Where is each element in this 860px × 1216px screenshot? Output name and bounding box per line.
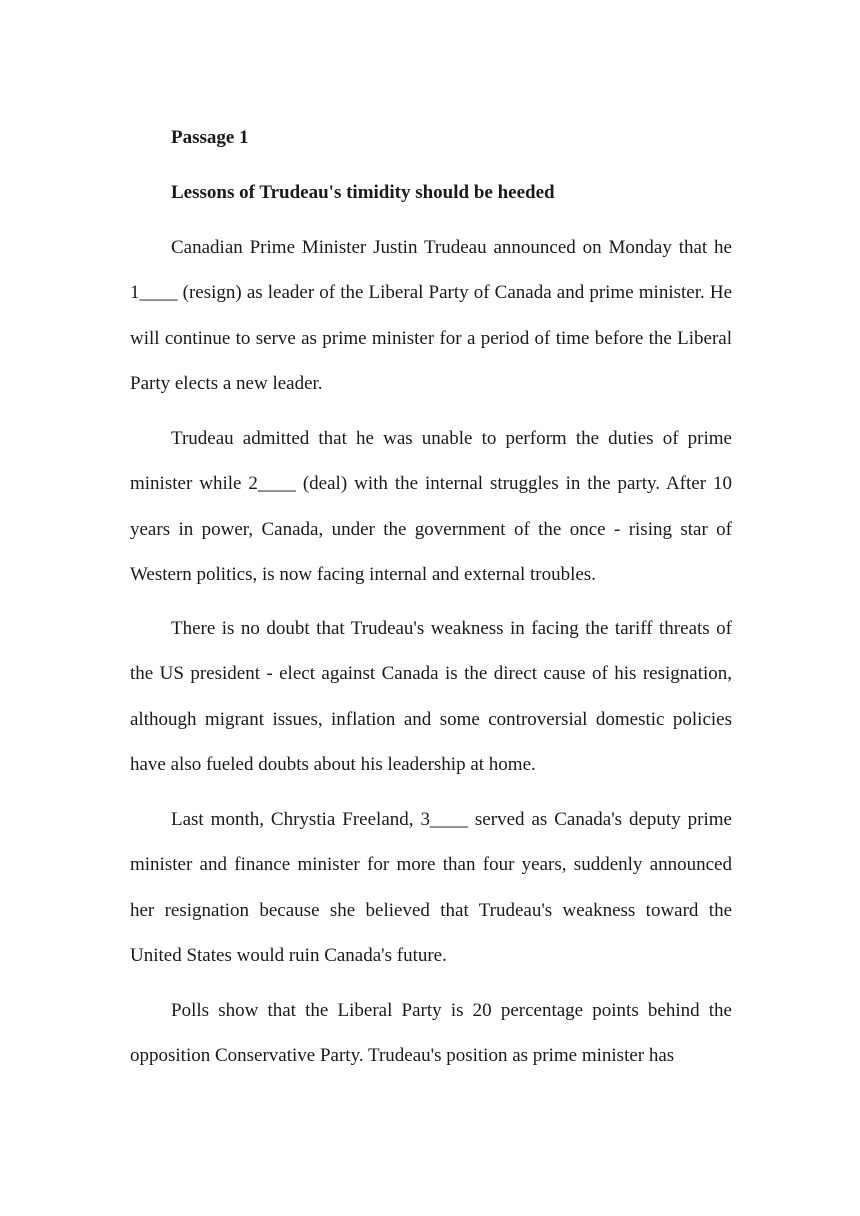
article-title: Lessons of Trudeau's timidity should be heeded [171, 182, 555, 203]
paragraph-1: Canadian Prime Minister Justin Trudeau announced on Monday that he 1____ (resign) as leader of the Liberal Party of Canada and prime minister. He will continue to serve as prime minister for a period of time before the Liberal Party elects a new leader. [130, 237, 732, 394]
passage-label: Passage 1 [171, 127, 249, 148]
paragraph-3: There is no doubt that Trudeau's weakness in facing the tariff threats of the US president - elect against Canada is the direct cause of his resignation, although migrant issues, inflation and some controversial domestic policies have also fueled doubts about his leadership at home. [130, 618, 732, 775]
paragraph-5: Polls show that the Liberal Party is 20 percentage points behind the opposition Conservative Party. Trudeau's position as prime minister has [130, 1000, 732, 1067]
paragraph-4: Last month, Chrystia Freeland, 3____ served as Canada's deputy prime minister and finance minister for more than four years, suddenly announced her resignation because she believed that Trudeau's weakness toward the United States would ruin Canada's future. [130, 809, 732, 966]
paragraph-2: Trudeau admitted that he was unable to perform the duties of prime minister while 2____ (deal) with the internal struggles in the party. After 10 years in power, Canada, under the government of the once - rising star of Western politics, is now facing internal and external troubles. [130, 428, 732, 585]
